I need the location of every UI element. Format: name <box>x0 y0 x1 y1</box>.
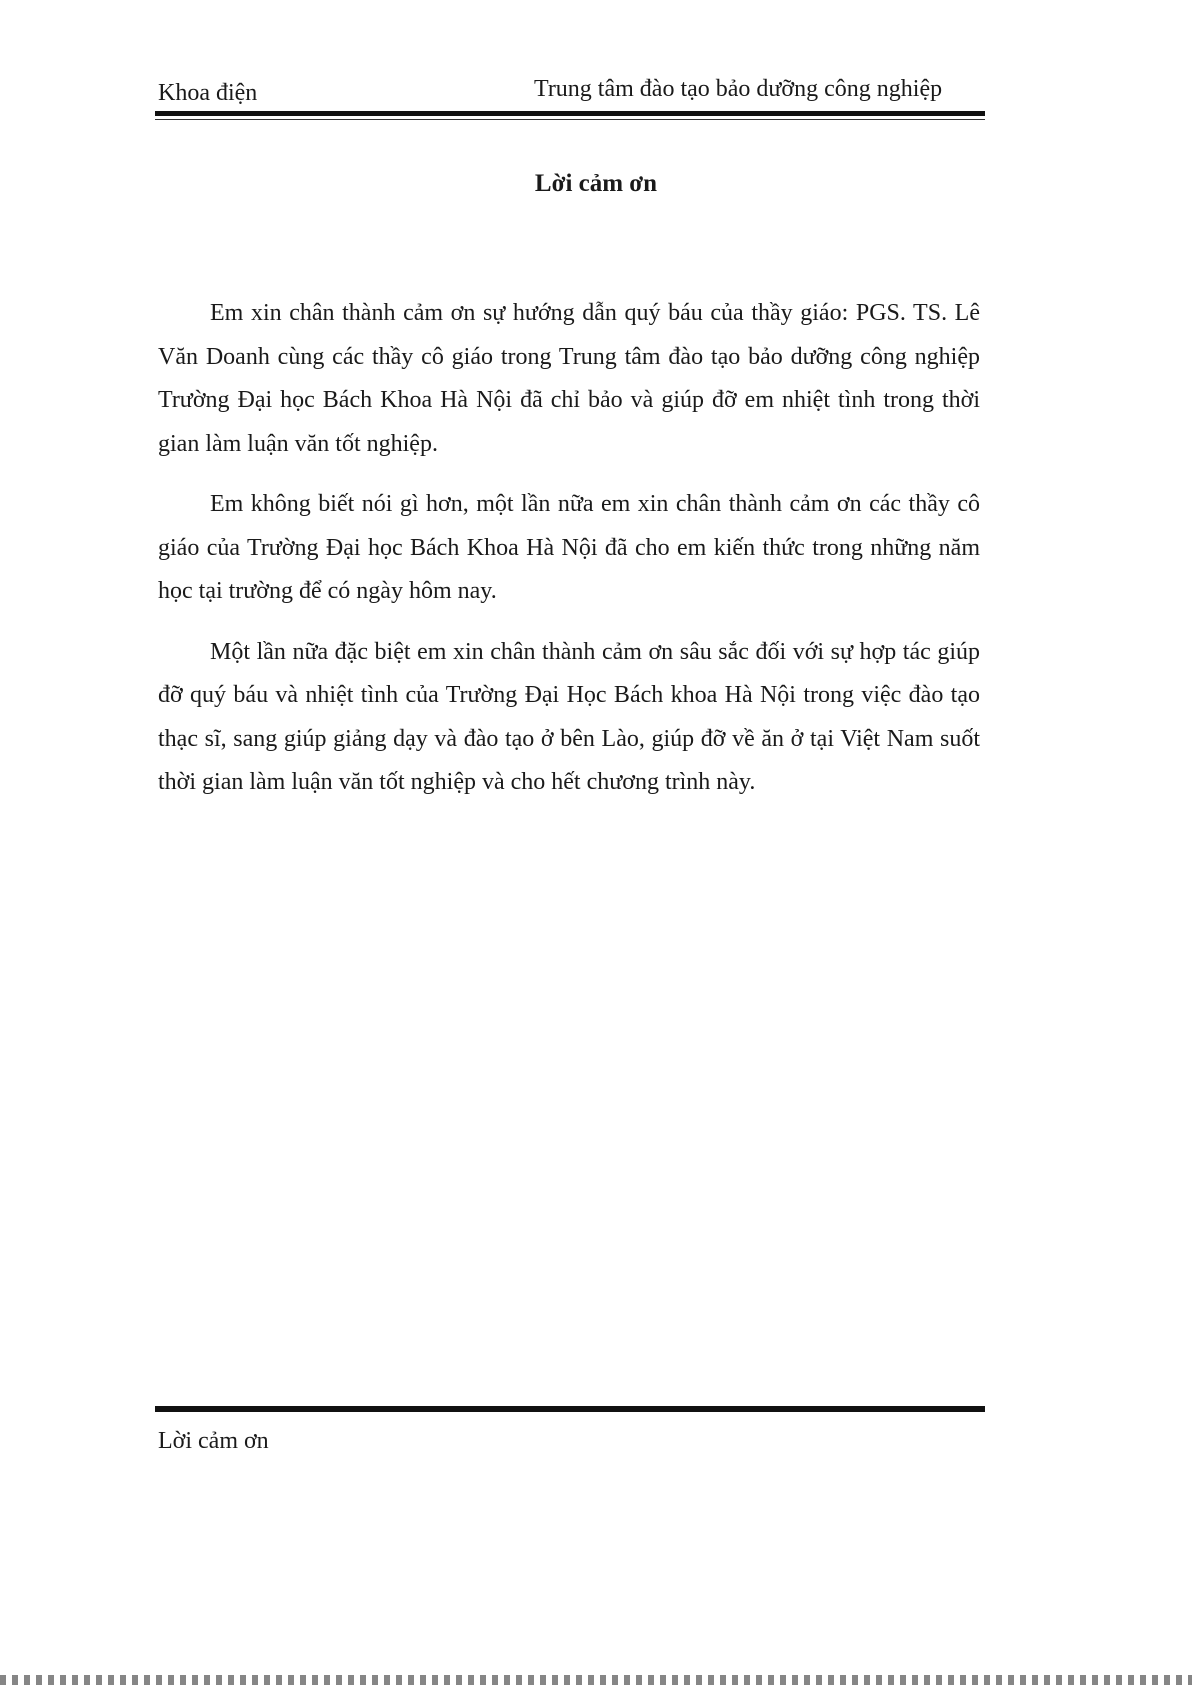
paragraph-2: Em không biết nói gì hơn, một lần nữa em xin chân thành cảm ơn các thầy cô giáo của Trường Đại học Bách Khoa Hà Nội đã cho em kiến thức trong những năm học tại trường để có ngày hôm nay. <box>158 491 980 604</box>
body-text <box>158 292 980 822</box>
header-rule <box>155 111 985 116</box>
page-title: Lời cảm ơn <box>534 170 658 197</box>
header-rule-thin <box>155 119 985 120</box>
paragraph-3: Một lần nữa đặc biệt em xin chân thành cảm ơn sâu sắc đối với sự hợp tác giúp đỡ quý báu và nhiệt tình của Trường Đại Học Bách khoa Hà Nội trong việc đào tạo thạc sĩ, sang giúp giảng dạy và đào tạo ở bên Lào, giúp đỡ về ăn ở tại Việt Nam suốt thời gian làm luận văn tốt nghiệp và cho hết chương trình này. <box>158 638 980 795</box>
header-left-text: Khoa điện <box>158 80 258 106</box>
paragraph-1: Em xin chân thành cảm ơn sự hướng dẫn quý báu của thầy giáo: PGS. TS. Lê Văn Doanh cùng các thầy cô giáo trong Trung tâm đào tạo bảo dưỡng công nghiệp Trường Đại học Bách Khoa Hà Nội đã chỉ bảo và giúp đỡ em nhiệt tình trong thời gian làm luận văn tốt nghiệp. <box>158 300 980 457</box>
scan-edge <box>0 1675 1192 1685</box>
footer-rule <box>155 1406 985 1412</box>
footer-left-text: Lời cảm ơn <box>158 1428 269 1454</box>
header-right-text: Trung tâm đào tạo bảo dưỡng công nghiệp <box>534 76 943 102</box>
